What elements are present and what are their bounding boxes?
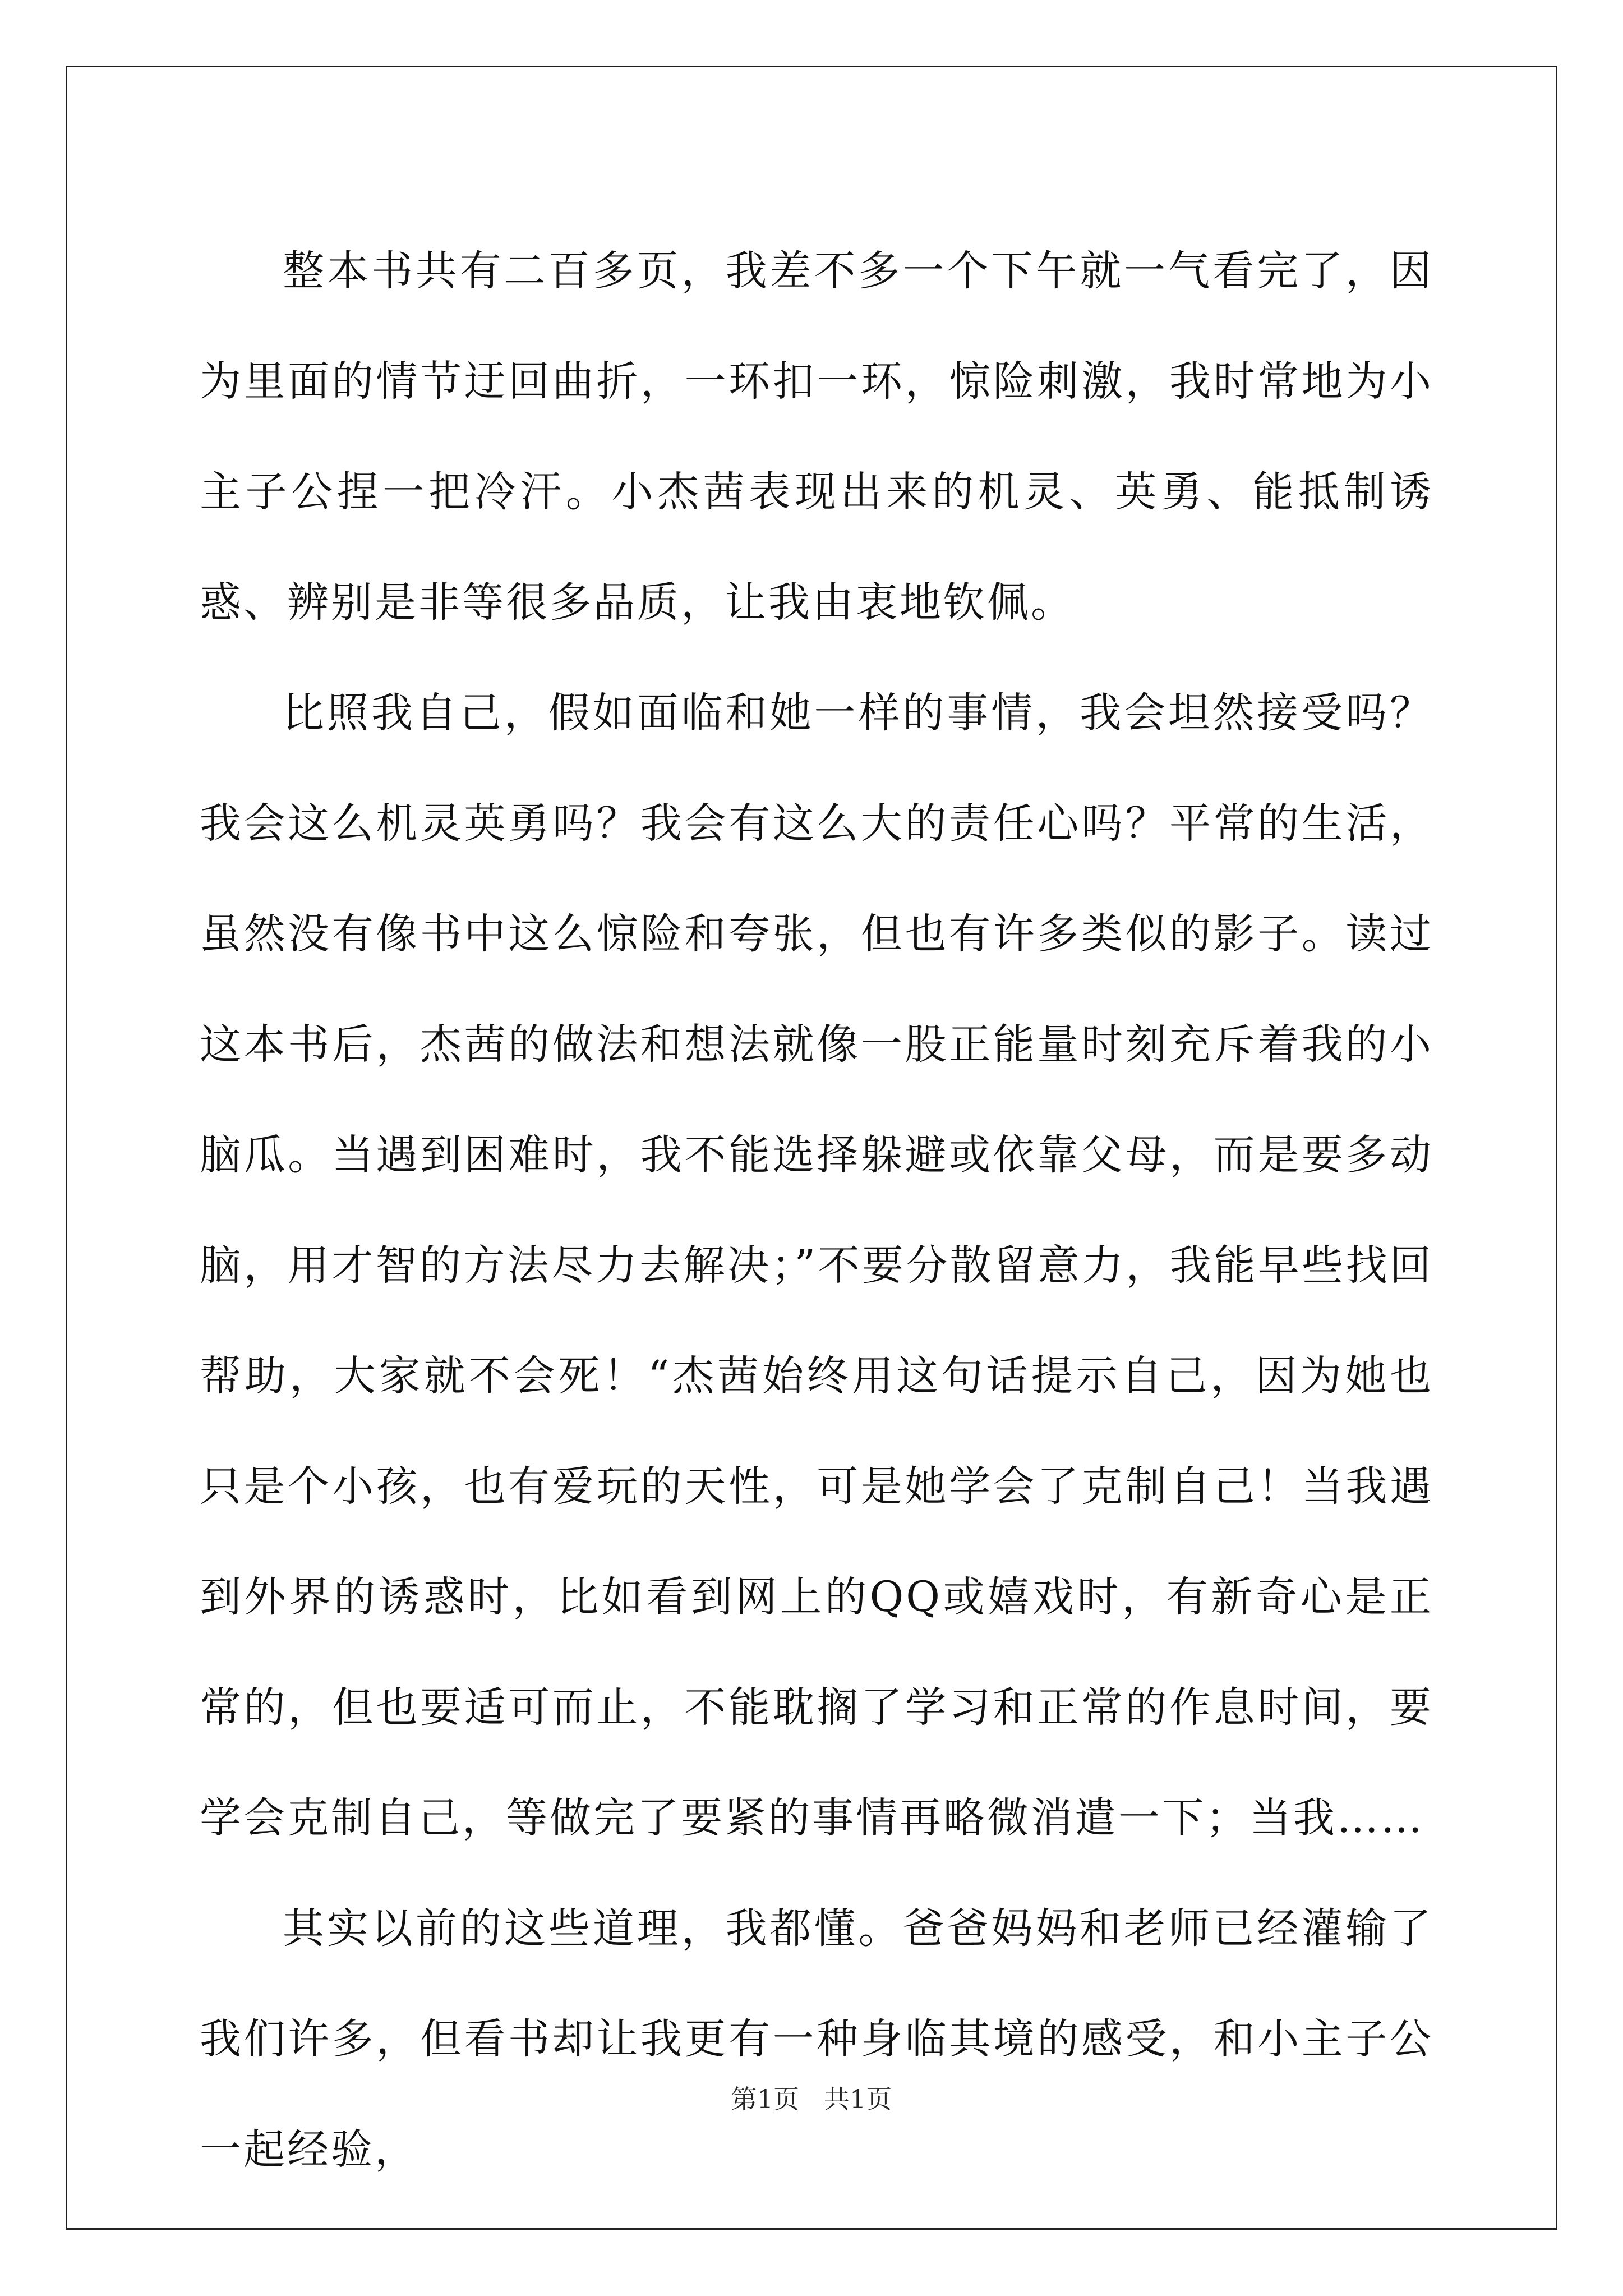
document-body	[200, 216, 1433, 2205]
paragraph-2: 比照我自己，假如面临和她一样的事情，我会坦然接受吗？我会这么机灵英勇吗？我会有这么大的责任心吗？平常的生活，虽然没有像书中这么惊险和夸张，但也有许多类似的影子。读过这本书后，杰茜的做法和想法就像一股正能量时刻充斥着我的小脑瓜。当遇到困难时，我不能选择躲避或依靠父母，而是要多动脑，用才智的方法尽力去解决；”不要分散留意力，我能早些找回帮助，大家就不会死！“杰茜始终用这句话提示自己，因为她也只是个小孩，也有爱玩的天性，可是她学会了克制自己！当我遇到外界的诱惑时，比如看到网上的QQ或嬉戏时，有新奇心是正常的，但也要适可而止，不能耽搁了学习和正常的作息时间，要学会克制自己，等做完了要紧的事情再略微消遣一下；当我……	[200, 689, 1433, 1842]
page-footer	[0, 2082, 1623, 2116]
page-total: 共1页	[824, 2084, 892, 2114]
paragraph-1: 整本书共有二百多页，我差不多一个下午就一气看完了，因为里面的情节迂回曲折，一环扣一环，惊险刺激，我时常地为小主子公捏一把冷汗。小杰茜表现出来的机灵、英勇、能抵制诱惑、辨别是非等很多品质，让我由衷地钦佩。	[200, 247, 1433, 627]
page-number: 第1页	[731, 2084, 799, 2114]
paragraph-3: 其实以前的这些道理，我都懂。爸爸妈妈和老师已经灌输了我们许多，但看书却让我更有一种身临其境的感受，和小主子公一起经验，	[200, 1904, 1433, 2174]
